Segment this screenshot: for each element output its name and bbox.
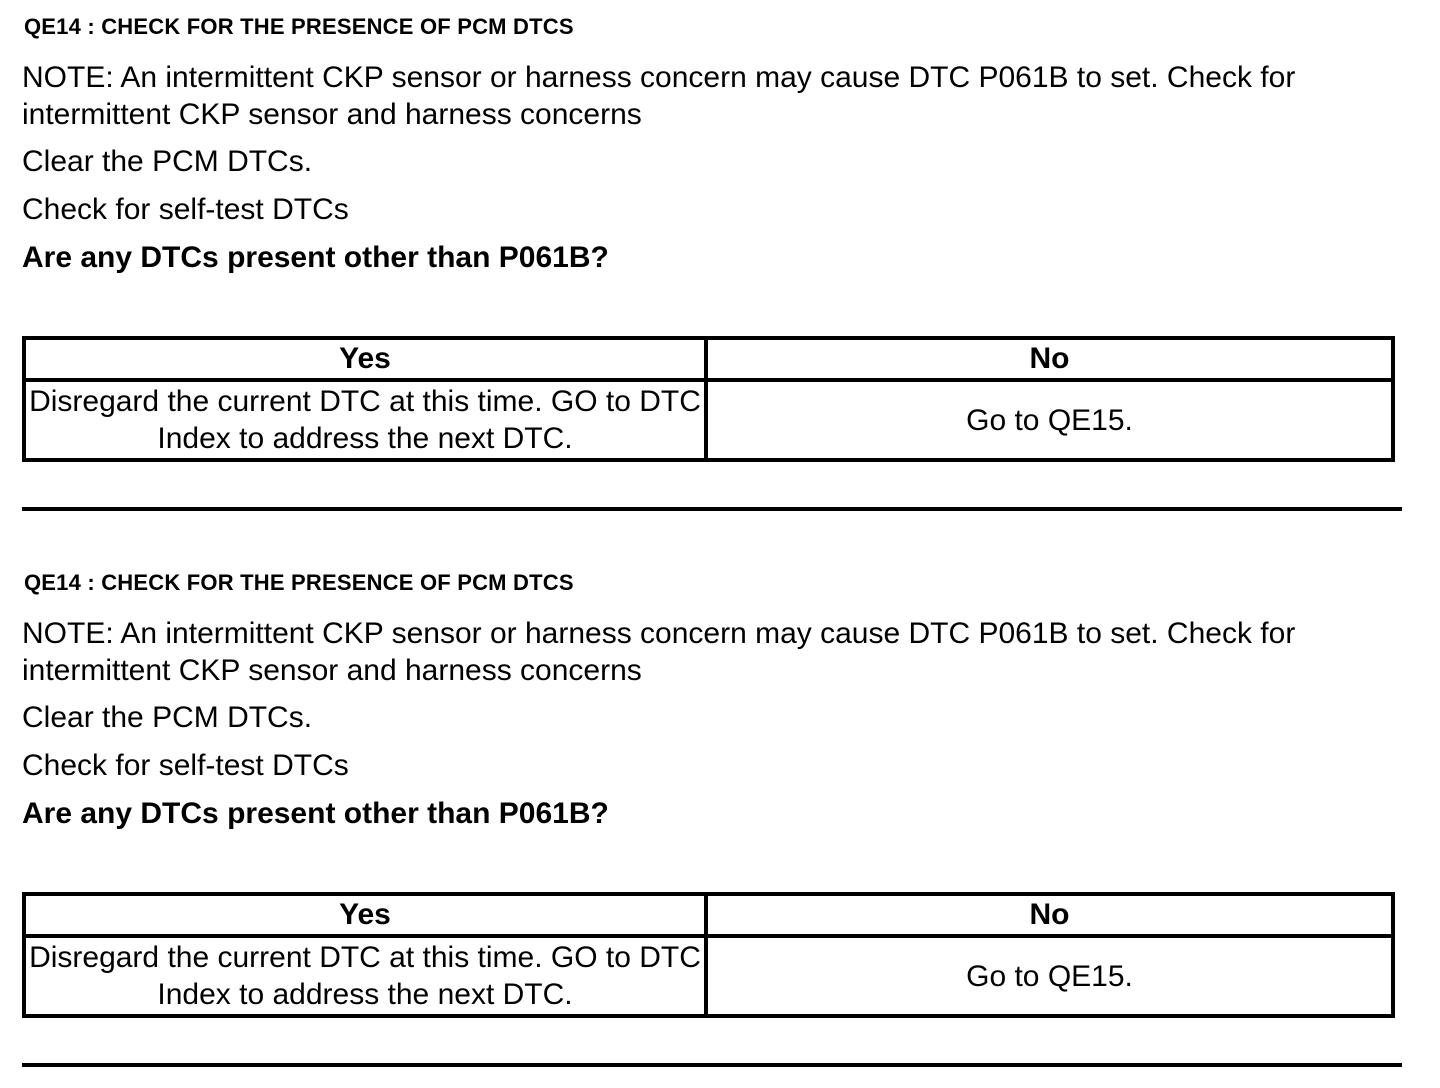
section-divider: [22, 507, 1402, 511]
step-question: Are any DTCs present other than P061B?: [22, 797, 609, 830]
yes-action: Disregard the current DTC at this time. GO to DTC Index to address the next DTC.: [24, 936, 706, 1016]
answer-header-row: [24, 894, 1393, 936]
note-text: NOTE: An intermittent CKP sensor or harness concern may cause DTC P061B to set. Check for intermittent CKP sensor and harness concerns: [22, 617, 1296, 687]
yes-header: Yes: [24, 338, 706, 380]
answer-table: [22, 336, 1395, 462]
no-action: Go to QE15.: [706, 936, 1393, 1016]
answer-table: [22, 892, 1395, 1018]
no-action: Go to QE15.: [706, 380, 1393, 460]
yes-action: Disregard the current DTC at this time. GO to DTC Index to address the next DTC.: [24, 380, 706, 460]
note-text: NOTE: An intermittent CKP sensor or harness concern may cause DTC P061B to set. Check for intermittent CKP sensor and harness concerns: [22, 61, 1296, 131]
step-heading: QE14 : CHECK FOR THE PRESENCE OF PCM DTCS: [24, 14, 574, 39]
section-divider: [22, 1063, 1402, 1067]
no-header: No: [706, 338, 1393, 380]
answer-action-row: [24, 936, 1393, 1016]
instruction-check-self-test: Check for self-test DTCs: [22, 749, 349, 782]
instruction-check-self-test: Check for self-test DTCs: [22, 193, 349, 226]
step-question: Are any DTCs present other than P061B?: [22, 241, 609, 274]
yes-header: Yes: [24, 894, 706, 936]
no-header: No: [706, 894, 1393, 936]
answer-action-row: [24, 380, 1393, 460]
answer-header-row: [24, 338, 1393, 380]
step-heading: QE14 : CHECK FOR THE PRESENCE OF PCM DTCS: [24, 570, 574, 595]
instruction-clear-dtcs: Clear the PCM DTCs.: [22, 145, 313, 178]
instruction-clear-dtcs: Clear the PCM DTCs.: [22, 701, 313, 734]
